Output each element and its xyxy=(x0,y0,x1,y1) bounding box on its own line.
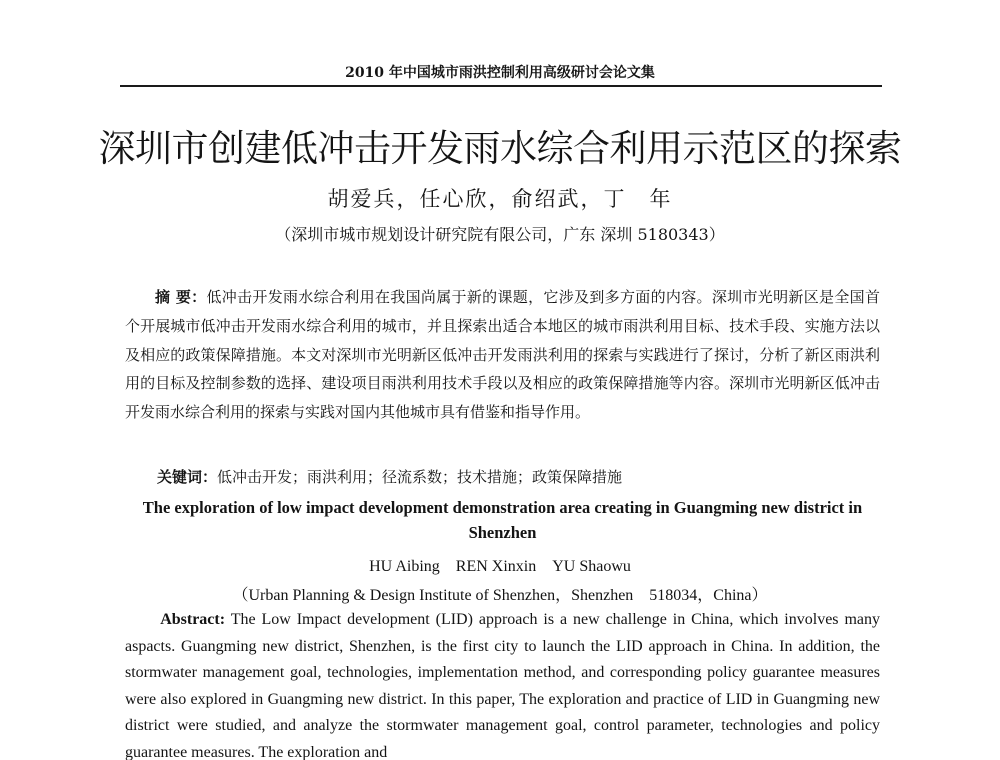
affiliation-cn: （深圳市城市规划设计研究院有限公司，广东 深圳 5180343） xyxy=(275,225,725,244)
authors-en: HU Aibing REN Xinxin YU Shaowu xyxy=(369,558,631,575)
abstract-cn-text: 低冲击开发雨水综合利用在我国尚属于新的课题，它涉及到多方面的内容。深圳市光明新区是全国首个开展城市低冲击开发雨水综合利用的城市，并且探索出适合本地区的城市雨洪利用目标、技术手段、实施方法以及相应的政策保障措施。本文对深圳市光明新区低冲击开发雨洪利用的探索与实践进行了探讨，分析了新区雨洪利用的目标及控制参数的选择、建设项目雨洪利用技术手段以及相应的政策保障措施等内容。深圳市光明新区低冲击开发雨水综合利用的探索与实践对国内其他城市具有借鉴和指导作用。 xyxy=(125,288,880,422)
abstract-en xyxy=(125,607,880,760)
abstract-en-label: Abstract: xyxy=(160,611,226,628)
authors-cn: 胡爱兵，任心欣，俞绍武，丁 年 xyxy=(327,187,673,211)
abstract-en-text: The Low Impact development (LID) approach is a new challenge in China, which involves many aspacts. Guangming new district, Shenzhen, is the first city to launch the LID approach in China. In addition, the stormwater management goal, technologies, implementation method, and corresponding policy guarantee measures were also explored in Guangming new district. In this paper, The exploration and practice of LID in Guangming new district were studied, and analyze the stormwater management goal, control parameter, technologies and policy guarantee measures. The exploration and xyxy=(125,611,880,760)
running-header: 2010 年中国城市雨洪控制利用高级研讨会论文集 xyxy=(345,65,655,81)
header-rule xyxy=(120,85,882,87)
affiliation-en: （Urban Planning & Design Institute of Shenzhen，Shenzhen 518034，China） xyxy=(232,587,768,604)
paper-title-cn: 深圳市创建低冲击开发雨水综合利用示范区的探索 xyxy=(98,127,902,170)
keywords-cn xyxy=(157,466,877,487)
keywords-cn-text: 低冲击开发；雨洪利用；径流系数；技术措施；政策保障措施 xyxy=(217,468,623,486)
abstract-cn xyxy=(125,283,880,427)
keywords-cn-label: 关键词： xyxy=(157,468,218,486)
abstract-cn-label: 摘 要： xyxy=(155,288,207,306)
paper-title-en: The exploration of low impact development demonstration area creating in Guangming new district in Shenzhen xyxy=(142,498,863,542)
